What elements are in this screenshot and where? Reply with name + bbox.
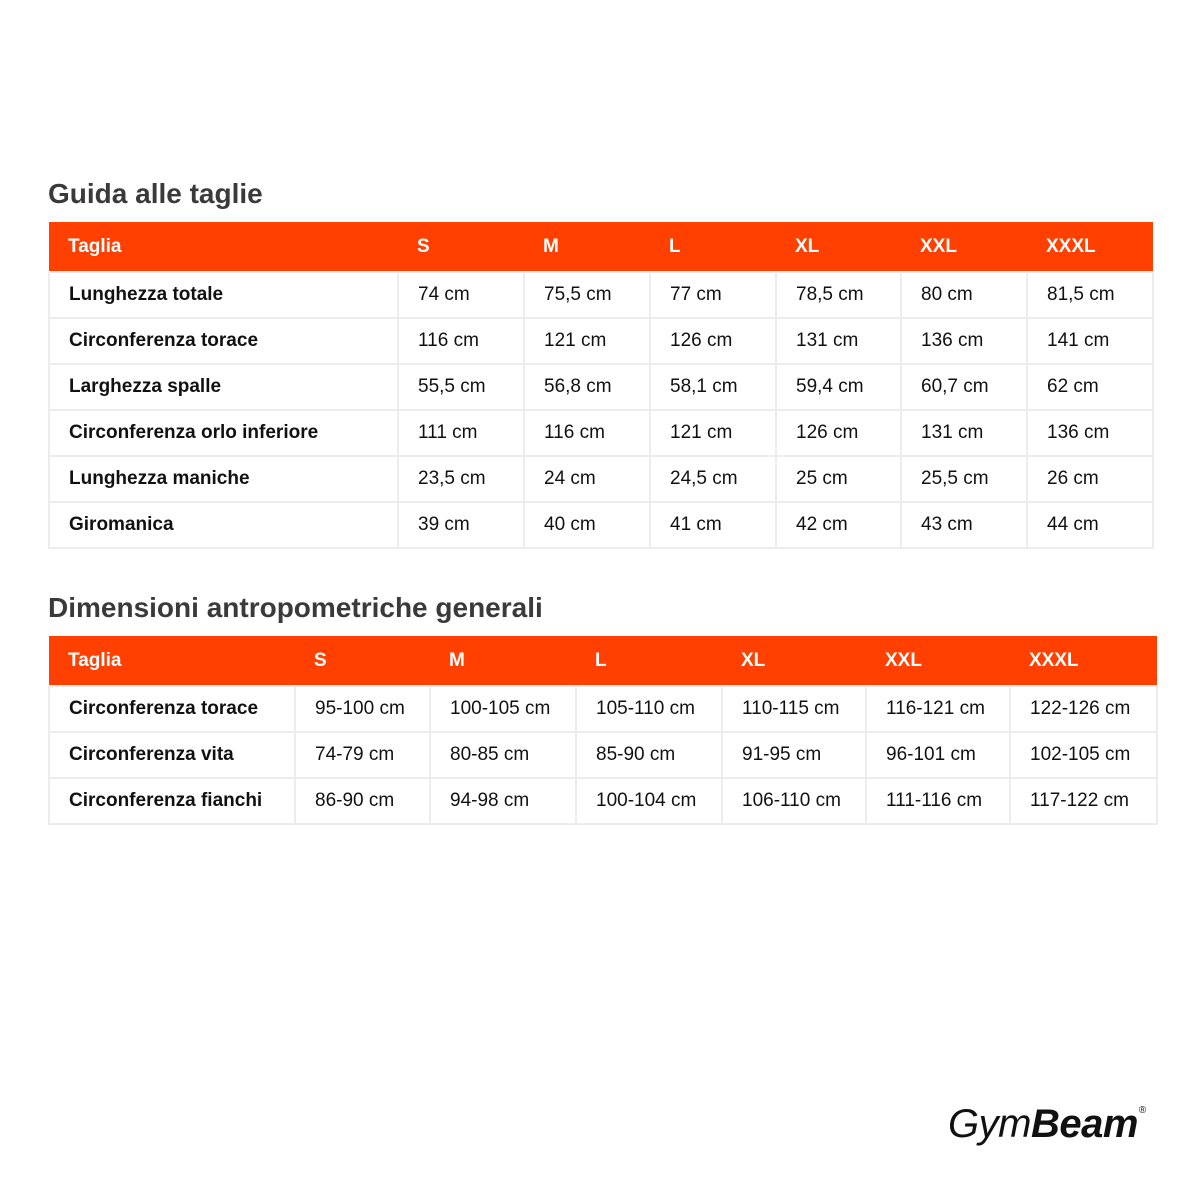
table-cell: 100-105 cm <box>430 686 576 732</box>
table-cell: 24,5 cm <box>650 456 776 502</box>
row-label: Lunghezza totale <box>49 272 398 318</box>
table-row <box>49 686 1157 732</box>
size-guide-title: Guida alle taglie <box>48 178 263 209</box>
header-cell: XXXL <box>1010 636 1157 686</box>
table-cell: 85-90 cm <box>576 732 722 778</box>
table-row <box>49 364 1153 410</box>
table-cell: 121 cm <box>650 410 776 456</box>
table-cell: 39 cm <box>398 502 524 548</box>
header-cell: M <box>524 222 650 272</box>
logo-text-gym: Gym <box>948 1102 1031 1146</box>
table-cell: 26 cm <box>1027 456 1153 502</box>
size-guide-table <box>48 222 1154 549</box>
table-row <box>49 318 1153 364</box>
row-label: Circonferenza vita <box>49 732 295 778</box>
header-cell: Taglia <box>49 222 398 272</box>
table-cell: 117-122 cm <box>1010 778 1157 824</box>
row-label: Giromanica <box>49 502 398 548</box>
table-row <box>49 456 1153 502</box>
registered-mark: ® <box>1138 1105 1146 1116</box>
table-cell: 23,5 cm <box>398 456 524 502</box>
table-cell: 44 cm <box>1027 502 1153 548</box>
table-cell: 74 cm <box>398 272 524 318</box>
table-cell: 111 cm <box>398 410 524 456</box>
table-cell: 96-101 cm <box>866 732 1010 778</box>
table-cell: 91-95 cm <box>722 732 866 778</box>
table-cell: 102-105 cm <box>1010 732 1157 778</box>
table-cell: 126 cm <box>776 410 901 456</box>
logo-text-beam: Beam <box>1030 1102 1138 1146</box>
table-cell: 59,4 cm <box>776 364 901 410</box>
header-cell: S <box>295 636 430 686</box>
table-cell: 75,5 cm <box>524 272 650 318</box>
header-cell: XL <box>722 636 866 686</box>
table-cell: 24 cm <box>524 456 650 502</box>
table-row <box>49 502 1153 548</box>
table-cell: 77 cm <box>650 272 776 318</box>
table-cell: 95-100 cm <box>295 686 430 732</box>
table-cell: 136 cm <box>1027 410 1153 456</box>
table-cell: 25 cm <box>776 456 901 502</box>
row-label: Lunghezza maniche <box>49 456 398 502</box>
table-cell: 78,5 cm <box>776 272 901 318</box>
row-label: Circonferenza torace <box>49 686 295 732</box>
table-cell: 25,5 cm <box>901 456 1027 502</box>
table-cell: 110-115 cm <box>722 686 866 732</box>
table-cell: 40 cm <box>524 502 650 548</box>
table-cell: 80-85 cm <box>430 732 576 778</box>
table-cell: 43 cm <box>901 502 1027 548</box>
table-row <box>49 732 1157 778</box>
table-cell: 86-90 cm <box>295 778 430 824</box>
row-label: Circonferenza torace <box>49 318 398 364</box>
header-cell: Taglia <box>49 636 295 686</box>
table-cell: 41 cm <box>650 502 776 548</box>
table-cell: 116 cm <box>524 410 650 456</box>
row-label: Circonferenza orlo inferiore <box>49 410 398 456</box>
gymbeam-logo <box>948 1104 1146 1144</box>
table-cell: 111-116 cm <box>866 778 1010 824</box>
header-cell: XXL <box>901 222 1027 272</box>
table-cell: 105-110 cm <box>576 686 722 732</box>
table-cell: 126 cm <box>650 318 776 364</box>
table-cell: 81,5 cm <box>1027 272 1153 318</box>
header-cell: L <box>650 222 776 272</box>
table-cell: 106-110 cm <box>722 778 866 824</box>
table-cell: 131 cm <box>901 410 1027 456</box>
anthropometric-table <box>48 636 1158 825</box>
header-cell: S <box>398 222 524 272</box>
table-header-row <box>49 222 1153 272</box>
table-cell: 58,1 cm <box>650 364 776 410</box>
header-cell: XL <box>776 222 901 272</box>
table-cell: 121 cm <box>524 318 650 364</box>
table-cell: 42 cm <box>776 502 901 548</box>
table-cell: 56,8 cm <box>524 364 650 410</box>
table-cell: 116 cm <box>398 318 524 364</box>
table-cell: 74-79 cm <box>295 732 430 778</box>
table-cell: 122-126 cm <box>1010 686 1157 732</box>
table-cell: 80 cm <box>901 272 1027 318</box>
table-cell: 60,7 cm <box>901 364 1027 410</box>
table-cell: 62 cm <box>1027 364 1153 410</box>
table-cell: 116-121 cm <box>866 686 1010 732</box>
table-header-row <box>49 636 1157 686</box>
table-cell: 131 cm <box>776 318 901 364</box>
table-cell: 94-98 cm <box>430 778 576 824</box>
header-cell: L <box>576 636 722 686</box>
table-cell: 141 cm <box>1027 318 1153 364</box>
table-cell: 55,5 cm <box>398 364 524 410</box>
table-row <box>49 272 1153 318</box>
header-cell: XXXL <box>1027 222 1153 272</box>
table-row <box>49 410 1153 456</box>
header-cell: XXL <box>866 636 1010 686</box>
anthropometric-title: Dimensioni antropometriche generali <box>48 592 543 623</box>
table-cell: 100-104 cm <box>576 778 722 824</box>
header-cell: M <box>430 636 576 686</box>
table-row <box>49 778 1157 824</box>
row-label: Larghezza spalle <box>49 364 398 410</box>
table-cell: 136 cm <box>901 318 1027 364</box>
row-label: Circonferenza fianchi <box>49 778 295 824</box>
